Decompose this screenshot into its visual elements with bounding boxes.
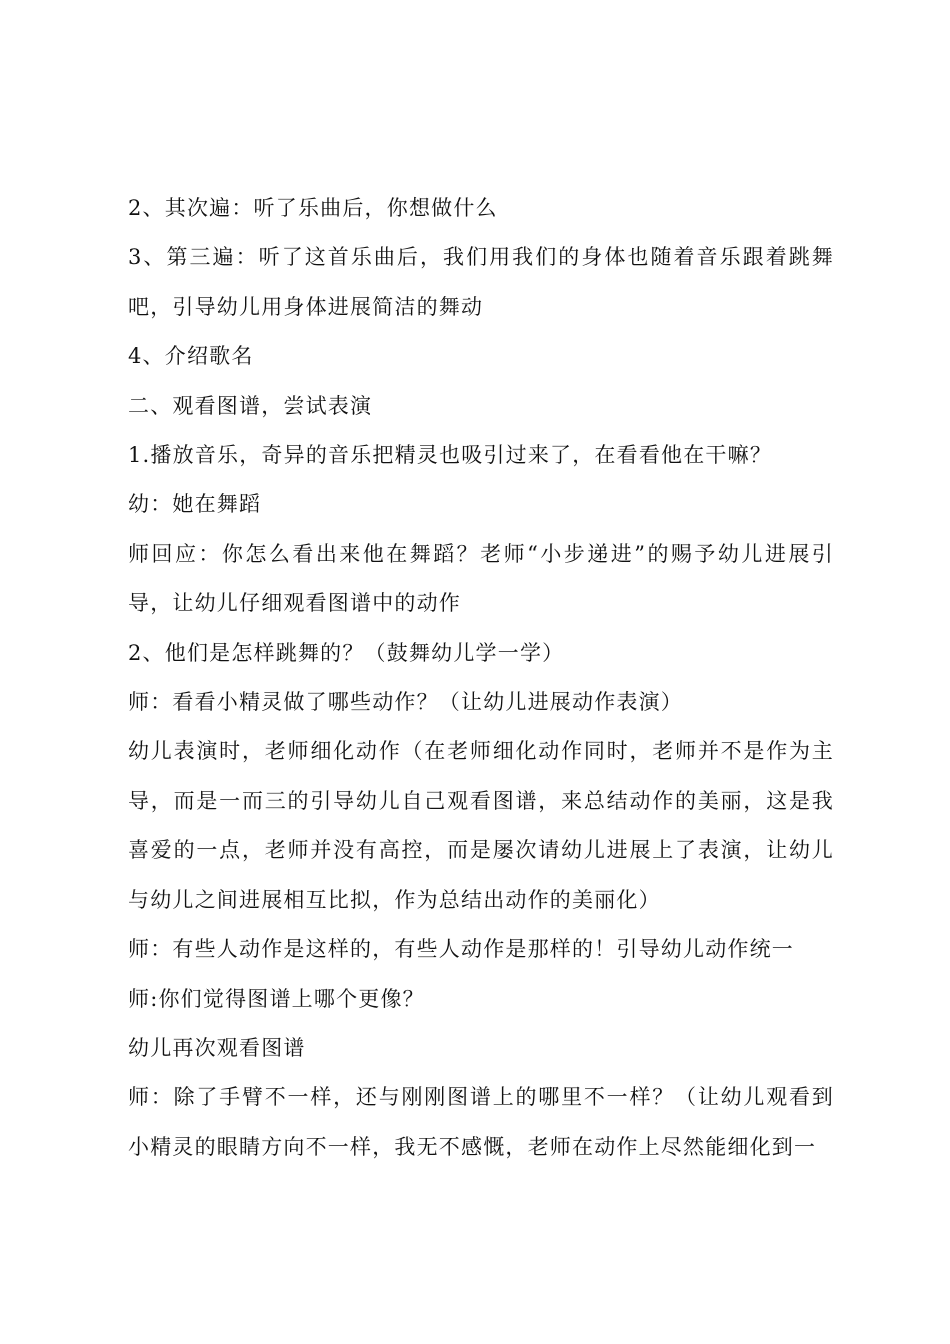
paragraph: 1.播放音乐，奇异的音乐把精灵也吸引过来了，在看看他在干嘛？ — [128, 443, 773, 468]
paragraph: 师回应：你怎么看出来他在舞蹈？老师“小步递进”的赐予幼儿进展引导，让幼儿仔细观看图谱中的动作 — [128, 541, 834, 616]
paragraph: 师：看看小精灵做了哪些动作？（让幼儿进展动作表演） — [128, 690, 683, 715]
paragraph: 2、其次遍：听了乐曲后，你想做什么 — [128, 196, 498, 220]
paragraph: 幼儿再次观看图谱 — [128, 1035, 306, 1060]
paragraph: 幼：她在舞蹈 — [128, 492, 262, 517]
paragraph: 2、他们是怎样跳舞的？（鼓舞幼儿学一学） — [128, 640, 565, 665]
paragraph: 幼儿表演时，老师细化动作（在老师细化动作同时，老师并不是作为主导，而是一而三的引导幼儿自己观看图谱，来总结动作的美丽，这是我喜爱的一点，老师并没有高控，而是屡次请幼儿进展上了表演，让幼儿与幼儿之间进展相互比拟，作为总结出动作的美丽化） — [128, 739, 834, 912]
paragraph: 师：有些人动作是这样的，有些人动作是那样的！引导幼儿动作统一 — [128, 937, 794, 962]
paragraph: 师：除了手臂不一样，还与刚刚图谱上的哪里不一样？（让幼儿观看到小精灵的眼睛方向不一样，我无不感慨，老师在动作上尽然能细化到一 — [128, 1085, 834, 1159]
paragraph: 3、第三遍：听了这首乐曲后，我们用我们的身体也随着音乐跟着跳舞吧，引导幼儿用身体进展简洁的舞动 — [128, 245, 834, 319]
section-heading: 二、观看图谱，尝试表演 — [128, 393, 373, 418]
paragraph: 4、介绍歌名 — [128, 344, 254, 369]
document-body — [128, 184, 834, 1172]
paragraph: 师:你们觉得图谱上哪个更像？ — [128, 986, 425, 1011]
